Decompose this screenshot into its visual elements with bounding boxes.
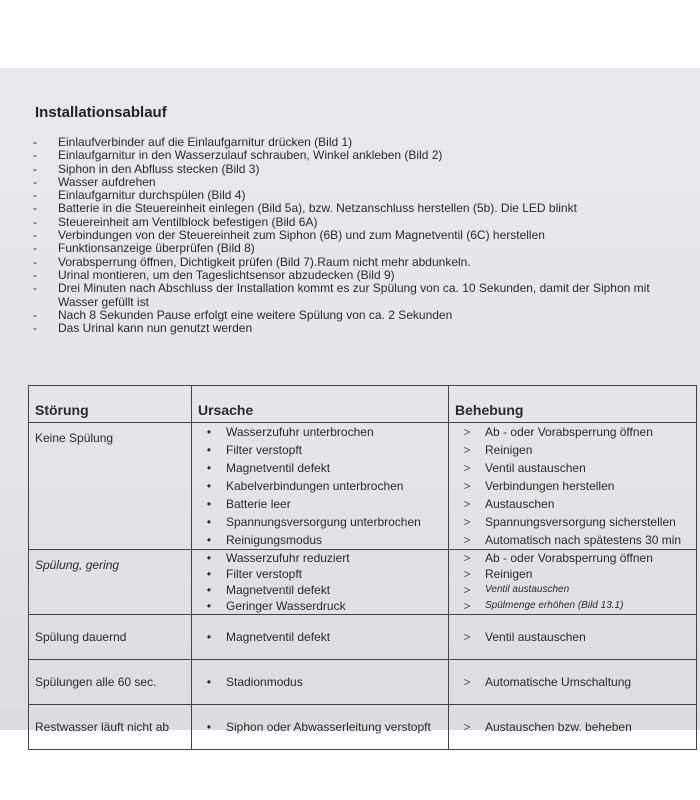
remedy-text: Automatische Umschaltung <box>485 675 632 689</box>
bullet-marker: • <box>206 461 212 475</box>
remedy-item <box>449 441 696 459</box>
bullet-marker: • <box>206 675 212 689</box>
dash-marker: - <box>33 161 37 176</box>
cause-item <box>192 628 448 646</box>
remedy-item <box>449 495 696 513</box>
arrow-marker: > <box>463 720 471 734</box>
arrow-marker: > <box>463 675 471 689</box>
remedy-text: Ventil austauschen <box>485 630 586 644</box>
step-text: Einlaufgarnitur in den Wasserzulauf schrauben, Winkel ankleben (Bild 2) <box>58 148 443 163</box>
remedy-text: Spannungsversorgung sicherstellen <box>485 515 676 529</box>
dash-marker: - <box>33 201 37 216</box>
cause-item <box>192 531 448 549</box>
dash-marker: - <box>33 281 37 296</box>
cause-text: Magnetventil defekt <box>226 583 331 597</box>
stoerung-cell: Spülung dauernd <box>29 615 192 660</box>
remedy-text: Reinigen <box>485 443 533 457</box>
ursache-cell <box>192 615 449 660</box>
cause-text: Magnetventil defekt <box>226 630 331 644</box>
bullet-marker: • <box>206 599 212 613</box>
cause-text: Magnetventil defekt <box>226 461 331 475</box>
remedy-text: Ab - oder Vorabsperrung öffnen <box>485 425 653 439</box>
remedy-item <box>449 423 696 441</box>
list-item <box>30 149 690 162</box>
list-item <box>30 322 690 335</box>
dash-marker: - <box>33 254 37 269</box>
cause-item <box>192 495 448 513</box>
list-item <box>30 202 690 215</box>
ursache-cell <box>192 660 449 705</box>
table-row <box>29 550 697 615</box>
remedy-text: Verbindungen herstellen <box>485 479 615 493</box>
cause-item <box>192 566 448 582</box>
step-text: Funktionsanzeige überprüfen (Bild 8) <box>58 241 255 256</box>
cause-item <box>192 441 448 459</box>
arrow-marker: > <box>463 461 471 475</box>
cause-text: Stadionmodus <box>226 675 303 689</box>
remedy-item <box>449 550 696 566</box>
remedy-item <box>449 582 696 598</box>
cause-item <box>192 582 448 598</box>
remedy-item <box>449 531 696 549</box>
list-item <box>30 136 690 149</box>
table-row <box>29 705 697 750</box>
remedy-item <box>449 477 696 495</box>
bullet-marker: • <box>206 533 212 547</box>
list-item <box>30 256 690 269</box>
cause-item <box>192 598 448 614</box>
arrow-marker: > <box>463 515 471 529</box>
table-row <box>29 423 697 550</box>
list-item <box>30 242 690 255</box>
cause-text: Filter verstopft <box>226 443 303 457</box>
stoerung-cell: Spülungen alle 60 sec. <box>29 660 192 705</box>
remedy-text: Spülmenge erhöhen (Bild 13.1) <box>485 600 624 611</box>
installation-steps <box>30 136 690 335</box>
bullet-marker: • <box>206 630 212 644</box>
header-ursache: Ursache <box>192 386 449 423</box>
step-text: Verbindungen von der Steuereinheit zum Siphon (6B) und zum Magnetventil (6C) herstellen <box>58 228 545 243</box>
bullet-marker: • <box>206 551 212 565</box>
bullet-marker: • <box>206 567 212 581</box>
ursache-cell <box>192 423 449 550</box>
step-text: Wasser aufdrehen <box>58 174 156 189</box>
dash-marker: - <box>33 228 37 243</box>
remedy-text: Ab - oder Vorabsperrung öffnen <box>485 551 653 565</box>
remedy-text: Austauschen bzw. beheben <box>485 720 632 734</box>
cause-item <box>192 477 448 495</box>
ursache-cell <box>192 705 449 750</box>
remedy-item <box>449 513 696 531</box>
remedy-item <box>449 718 696 736</box>
list-item <box>30 269 690 282</box>
step-text: Einlaufgarnitur durchspülen (Bild 4) <box>58 188 246 203</box>
arrow-marker: > <box>463 583 471 597</box>
bullet-marker: • <box>206 497 212 511</box>
cause-item <box>192 673 448 691</box>
dash-marker: - <box>33 188 37 203</box>
table-row <box>29 660 697 705</box>
cause-text: Geringer Wasserdruck <box>226 599 346 613</box>
step-text: Steuereinheit am Ventilblock befestigen (Bild 6A) <box>58 214 318 229</box>
bullet-marker: • <box>206 479 212 493</box>
cause-text: Kabelverbindungen unterbrochen <box>226 479 404 493</box>
remedy-text: Reinigen <box>485 567 533 581</box>
step-text: Siphon in den Abfluss stecken (Bild 3) <box>58 161 260 176</box>
step-text: Das Urinal kann nun genutzt werden <box>58 321 253 336</box>
dash-marker: - <box>33 307 37 322</box>
cause-item <box>192 423 448 441</box>
step-text: Nach 8 Sekunden Pause erfolgt eine weitere Spülung von ca. 2 Sekunden <box>58 307 453 322</box>
table-row <box>29 615 697 660</box>
header-behebung: Behebung <box>449 386 697 423</box>
remedy-item <box>449 566 696 582</box>
behebung-cell <box>449 550 697 615</box>
cause-text: Reinigungsmodus <box>226 533 323 547</box>
cause-text: Filter verstopft <box>226 567 303 581</box>
dash-marker: - <box>33 214 37 229</box>
step-text: Vorabsperrung öffnen, Dichtigkeit prüfen (Bild 7).Raum nicht mehr abdunkeln. <box>58 254 471 269</box>
bullet-marker: • <box>206 515 212 529</box>
behebung-cell <box>449 705 697 750</box>
behebung-cell <box>449 423 697 550</box>
step-text: Drei Minuten nach Abschluss der Installation kommt es zur Spülung von ca. 10 Sekunden, damit der Siphon mit Wasser gefüllt ist <box>58 281 650 309</box>
remedy-item <box>449 628 696 646</box>
dash-marker: - <box>33 135 37 149</box>
remedy-text: Ventil austauschen <box>485 584 570 595</box>
stoerung-cell: Keine Spülung <box>29 423 192 550</box>
bullet-marker: • <box>206 720 212 734</box>
cause-item <box>192 513 448 531</box>
dash-marker: - <box>33 241 37 256</box>
cause-text: Batterie leer <box>226 497 291 511</box>
bullet-marker: • <box>206 583 212 597</box>
remedy-text: Ventil austauschen <box>485 461 586 475</box>
list-item <box>30 163 690 176</box>
bullet-marker: • <box>206 425 212 439</box>
list-item <box>30 282 690 309</box>
remedy-item <box>449 459 696 477</box>
arrow-marker: > <box>463 551 471 565</box>
cause-text: Siphon oder Abwasserleitung verstopft <box>226 720 431 734</box>
dash-marker: - <box>33 148 37 163</box>
arrow-marker: > <box>463 567 471 581</box>
cause-text: Spannungsversorgung unterbrochen <box>226 515 421 529</box>
cause-text: Wasserzufuhr reduziert <box>226 551 350 565</box>
remedy-item <box>449 598 696 614</box>
remedy-text: Austauschen <box>485 497 555 511</box>
bullet-marker: • <box>206 443 212 457</box>
cause-text: Wasserzufuhr unterbrochen <box>226 425 374 439</box>
list-item <box>30 229 690 242</box>
step-text: Batterie in die Steuereinheit einlegen (Bild 5a), bzw. Netzanschluss herstellen (5b). Die LED blinkt <box>58 201 577 216</box>
step-text: Urinal montieren, um den Tageslichtsensor abzudecken (Bild 9) <box>58 267 395 282</box>
header-stoerung: Störung <box>29 386 192 423</box>
dash-marker: - <box>33 174 37 189</box>
dash-marker: - <box>33 321 37 336</box>
behebung-cell <box>449 660 697 705</box>
behebung-cell <box>449 615 697 660</box>
arrow-marker: > <box>463 497 471 511</box>
troubleshooting-table <box>28 385 697 750</box>
ursache-cell <box>192 550 449 615</box>
arrow-marker: > <box>463 533 471 547</box>
arrow-marker: > <box>463 443 471 457</box>
list-item <box>30 176 690 189</box>
stoerung-cell: Restwasser läuft nicht ab <box>29 705 192 750</box>
dash-marker: - <box>33 267 37 282</box>
remedy-item <box>449 673 696 691</box>
list-item <box>30 189 690 202</box>
cause-item <box>192 718 448 736</box>
arrow-marker: > <box>463 479 471 493</box>
cause-item <box>192 459 448 477</box>
remedy-text: Automatisch nach spätestens 30 min <box>485 533 682 547</box>
step-text: Einlaufverbinder auf die Einlaufgarnitur drücken (Bild 1) <box>58 135 353 149</box>
arrow-marker: > <box>463 630 471 644</box>
stoerung-cell: Spülung, gering <box>29 550 192 615</box>
arrow-marker: > <box>463 599 471 613</box>
cause-item <box>192 550 448 566</box>
list-item <box>30 216 690 229</box>
table-header <box>29 386 697 423</box>
arrow-marker: > <box>463 425 471 439</box>
list-item <box>30 309 690 322</box>
section-title: Installationsablauf <box>35 104 167 121</box>
